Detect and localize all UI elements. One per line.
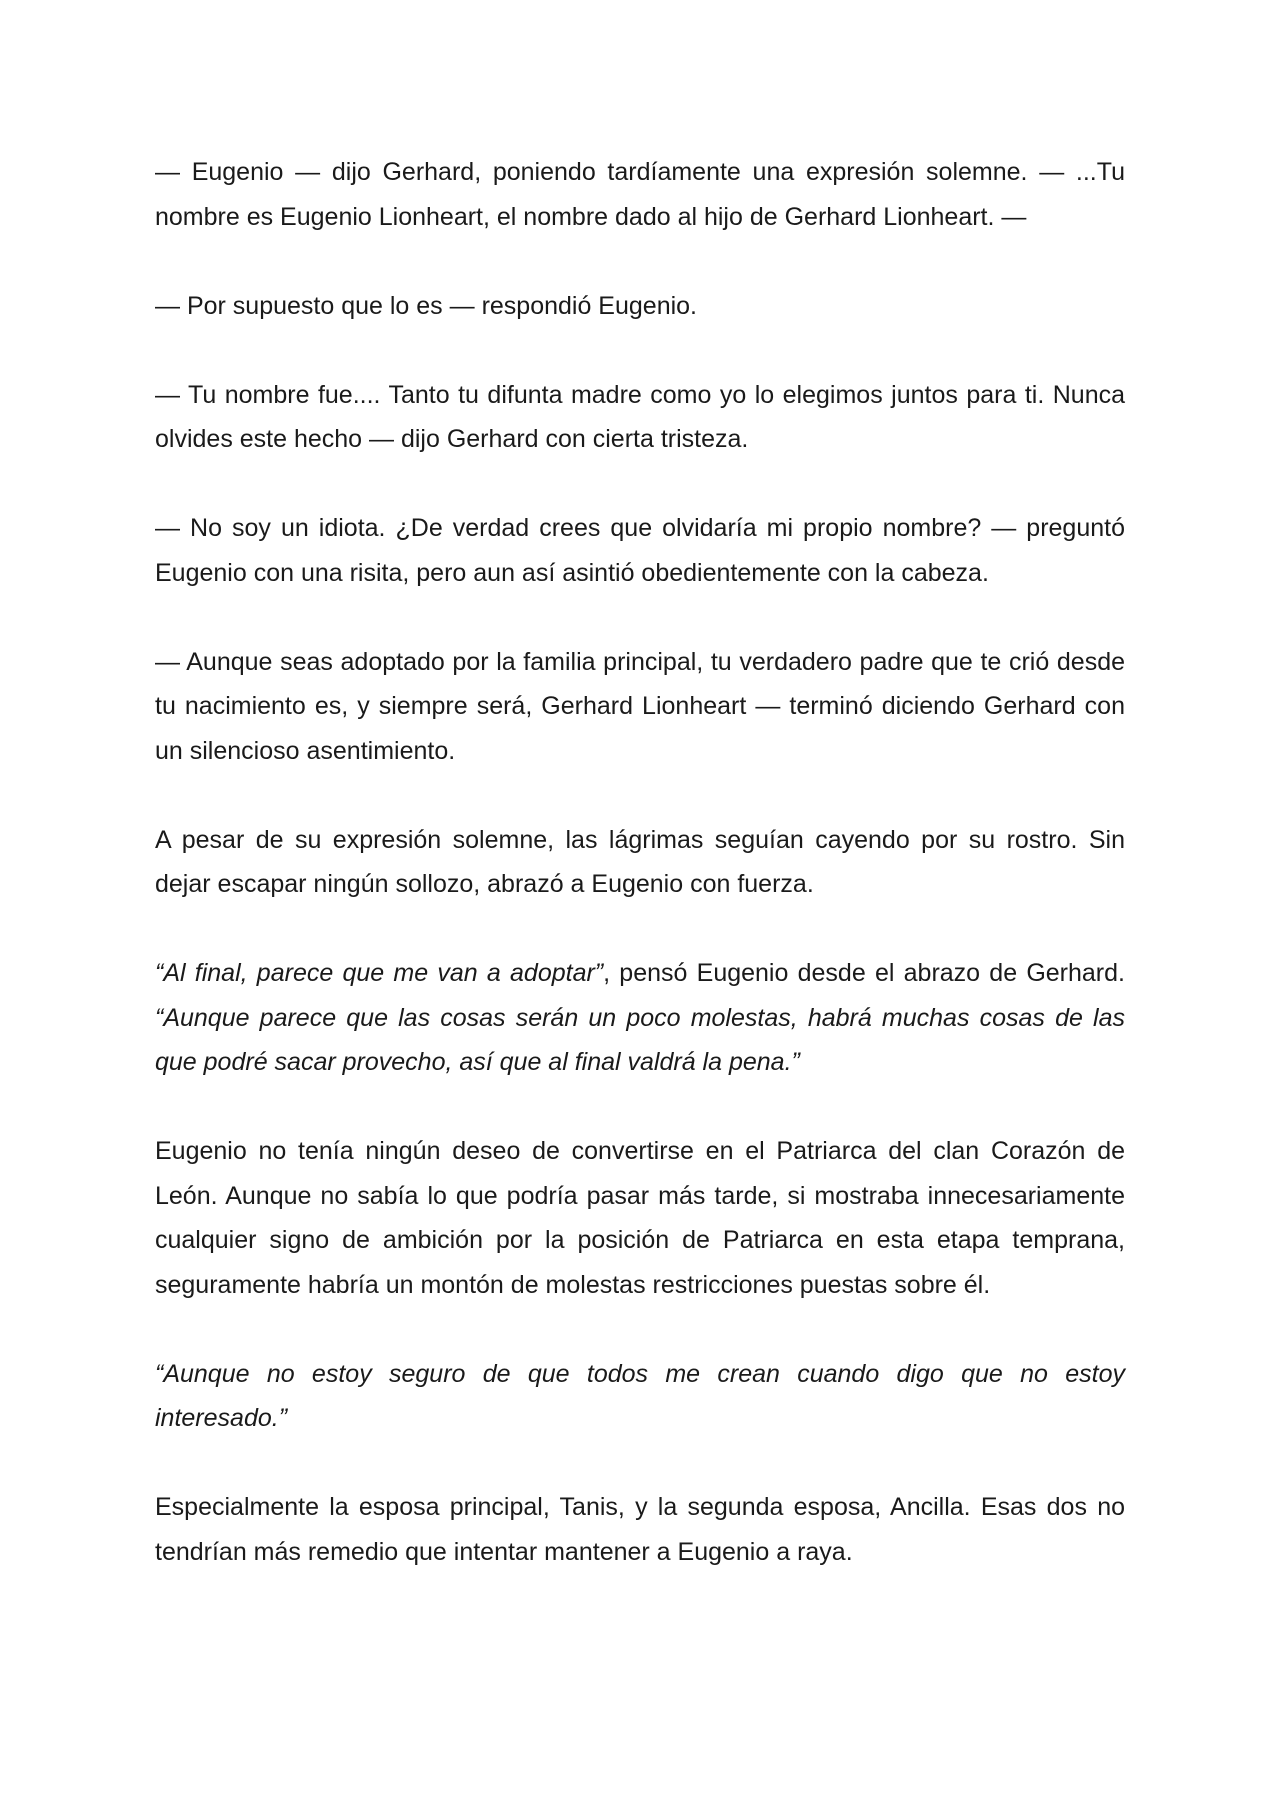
paragraph-text: — No soy un idiota. ¿De verdad crees que olvidaría mi propio nombre? — preguntó Eugenio con una risita, pero aun así asintió obedientemente con la cabeza.: [155, 514, 1125, 587]
paragraph-8: [155, 1129, 1125, 1307]
italic-thought: “Aunque no estoy seguro de que todos me crean cuando digo que no estoy interesado.”: [155, 1359, 1125, 1432]
paragraph-text: — Eugenio — dijo Gerhard, poniendo tardíamente una expresión solemne. — ...Tu nombre es Eugenio Lionheart, el nombre dado al hijo de Gerhard Lionheart. —: [155, 158, 1125, 231]
paragraph-2: [155, 284, 1125, 329]
paragraph-text: — Tu nombre fue.... Tanto tu difunta madre como yo lo elegimos juntos para ti. Nunca olvides este hecho — dijo Gerhard con cierta tristeza.: [155, 380, 1125, 453]
paragraph-10: [155, 1485, 1125, 1574]
paragraph-7: [155, 951, 1125, 1085]
paragraph-text: A pesar de su expresión solemne, las lágrimas seguían cayendo por su rostro. Sin dejar escapar ningún sollozo, abrazó a Eugenio con fuerza.: [155, 825, 1125, 898]
paragraph-9: [155, 1352, 1125, 1441]
paragraph-3: [155, 373, 1125, 462]
paragraph-text: — Aunque seas adoptado por la familia principal, tu verdadero padre que te crió desde tu nacimiento es, y siempre será, Gerhard Lionheart — terminó diciendo Gerhard con un silencioso asentimiento.: [155, 647, 1125, 765]
paragraph-1: [155, 150, 1125, 239]
paragraph-6: [155, 818, 1125, 907]
paragraph-text: — Por supuesto que lo es — respondió Eugenio.: [155, 291, 698, 320]
italic-thought: “Aunque parece que las cosas serán un poco molestas, habrá muchas cosas de las que podré sacar provecho, así que al final valdrá la pena.”: [155, 1003, 1125, 1076]
paragraph-text: Especialmente la esposa principal, Tanis, y la segunda esposa, Ancilla. Esas dos no tendrían más remedio que intentar mantener a Eugenio a raya.: [155, 1493, 1125, 1566]
paragraph-5: [155, 640, 1125, 774]
paragraph-4: [155, 506, 1125, 595]
paragraph-text: , pensó Eugenio desde el abrazo de Gerhard.: [603, 959, 1125, 987]
paragraph-text: Eugenio no tenía ningún deseo de convertirse en el Patriarca del clan Corazón de León. Aunque no sabía lo que podría pasar más tarde, si mostraba innecesariamente cualquier signo de ambición por la posición de Patriarca en esta etapa temprana, seguramente habría un montón de molestas restricciones puestas sobre él.: [155, 1137, 1125, 1299]
document-body: [155, 150, 1125, 1574]
italic-thought: “Al final, parece que me van a adoptar”: [155, 959, 604, 987]
